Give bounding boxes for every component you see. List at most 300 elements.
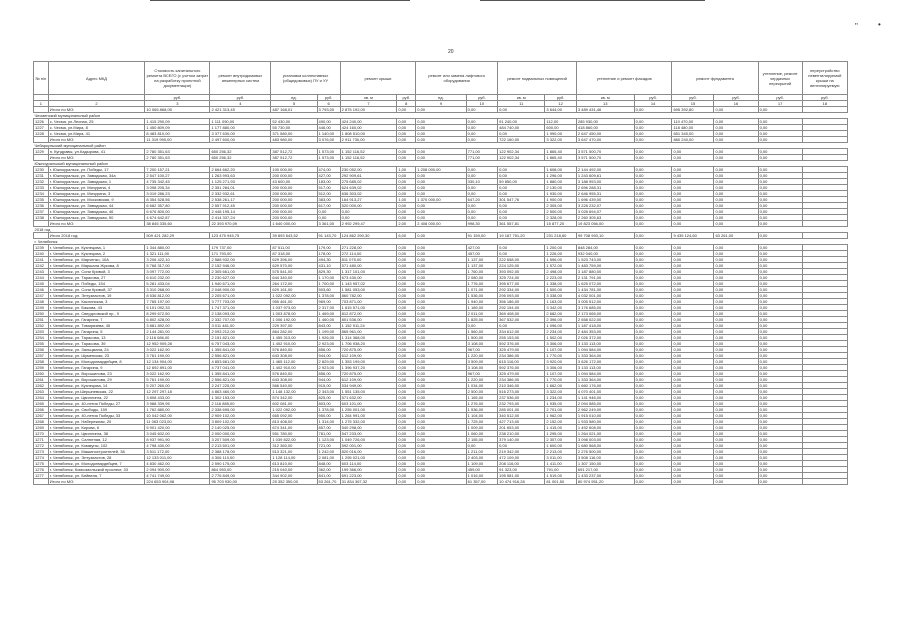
table-cell: 237 536,00 (498, 395, 545, 401)
table-cell: 0,00 (416, 305, 466, 311)
table-cell: 1 060,00 (466, 431, 498, 437)
table-cell: 0,00 (634, 287, 672, 293)
table-cell: 179,00 (317, 245, 340, 251)
table-cell: 2 140 025,00 (210, 425, 271, 431)
table-cell: 0,00 (466, 137, 498, 143)
table-cell: 1 776,00 (466, 281, 498, 287)
table-cell: 0,00 (714, 149, 758, 155)
table-cell: 2 701,00 (545, 407, 577, 413)
table-cell: 2 403,00 (466, 455, 498, 461)
table-cell: 721,00 (317, 443, 340, 449)
table-cell: 825,00 (317, 395, 340, 401)
table-cell: 1 317 101,00 (340, 269, 397, 275)
table-cell: 0,00 (672, 335, 714, 341)
table-cell: г. Челябинск, ул. Набережная, 20 (48, 419, 145, 425)
table-cell: 0,00 (714, 119, 758, 125)
table-cell: 0,00 (758, 107, 802, 113)
table-cell: 3 306,00 (545, 341, 577, 347)
table-cell: 1 700,00 (317, 281, 340, 287)
table-cell: 0,00 (634, 395, 672, 401)
table-cell: 2 081,00 (317, 455, 340, 461)
table-cell: 0,00 (634, 467, 672, 473)
table-cell: 0,00 (416, 125, 466, 131)
table-cell: 2 421 313,45 (210, 107, 271, 113)
table-cell: 292 334,00 (498, 287, 545, 293)
table-cell: 0,00 (416, 155, 466, 161)
table-cell: г. Челябинск, ул. Коммуны, 102 (48, 443, 145, 449)
table-cell: 9 (416, 101, 466, 107)
section-heading: Чесменский муниципальный район (34, 113, 848, 119)
table-cell: 1 596,00 (545, 257, 577, 263)
table-cell: 2 992 299,47 (340, 221, 397, 227)
table-cell: 0,00 (466, 443, 498, 449)
table-cell: 0,00 (758, 353, 802, 359)
table-cell: 1 333 364,00 (576, 353, 634, 359)
table-cell: 512,00 (317, 191, 340, 197)
table-cell: 1 492 608,00 (576, 425, 634, 431)
table-cell: 5 281 433,04 (145, 281, 210, 287)
table-cell: г. Южноуральск, ул. Заводская, 1 (48, 179, 145, 185)
table-cell: 0,00 (634, 269, 672, 275)
table-cell: 4 032 001,00 (576, 293, 634, 299)
table-cell: 8 483 810,00 (145, 131, 210, 137)
table-cell: 1272 (34, 443, 49, 449)
table-cell: 0,00 (397, 137, 416, 143)
table-cell: 0,00 (758, 395, 802, 401)
table-cell: 8 (397, 101, 416, 107)
table-cell: 3 808 433,00 (145, 395, 210, 401)
table-cell: 0,00 (758, 251, 802, 257)
table-cell: 1 137,00 (466, 257, 498, 263)
table-cell: 2 205 671,00 (210, 293, 271, 299)
table-cell: 1 071,00 (466, 287, 498, 293)
header-foundation: ремонт фундамента (672, 62, 758, 95)
header-number: № п/п (34, 62, 49, 95)
table-cell: 1 455 313,00 (271, 335, 317, 341)
table-cell: 2,00 (397, 221, 416, 227)
table-cell: 0,00 (714, 221, 758, 227)
table-cell: 0,00 (317, 209, 340, 215)
table-cell: 1 302 153,00 (210, 395, 271, 401)
table-cell: г. Южноуральск, ул. Заводская, 44 (48, 203, 145, 209)
table-cell: 1269 (34, 425, 49, 431)
table-cell: 0,00 (758, 131, 802, 137)
table-cell: 0,00 (714, 335, 758, 341)
table-cell: 0,00 (758, 245, 802, 251)
table-cell: 6 676 800,00 (145, 209, 210, 215)
table-cell: 1239 (34, 245, 49, 251)
table-cell: 0,00 (672, 263, 714, 269)
table-cell: 340 512,00 (498, 413, 545, 419)
table-cell: 771,00 (466, 149, 498, 155)
table-cell: 1 660 176,00 (576, 383, 634, 389)
table-cell: 0,00 (416, 173, 466, 179)
table-cell: 3 022 162,90 (145, 347, 210, 353)
table-cell: 200 000,00 (271, 197, 317, 203)
table-cell: руб. (634, 95, 672, 101)
table-cell: 0,00 (714, 107, 758, 113)
table-cell: 624 639,02 (340, 185, 397, 191)
table-cell: 490,00 (317, 119, 340, 125)
table-cell: 0,00 (672, 281, 714, 287)
table-cell: руб. (210, 95, 271, 101)
table-cell: 1 615 571,00 (340, 305, 397, 311)
table-cell: 636 303,02 (340, 191, 397, 197)
table-cell: 1 411,00 (545, 461, 577, 467)
table-cell: 5 207 260,00 (145, 383, 210, 389)
table-cell: 0,00 (758, 377, 802, 383)
table-cell: 0,00 (714, 389, 758, 395)
table-cell: 1 107,00 (545, 371, 577, 377)
table-cell: 1276 (34, 467, 49, 473)
table-cell: 1 006 192,00 (271, 317, 317, 323)
table-cell: 801 536,00 (340, 317, 397, 323)
table-cell: 2 408 000,00 (416, 221, 466, 227)
table-cell: 16 (714, 101, 758, 107)
table-cell: 516 273,00 (498, 389, 545, 395)
table-cell: г. Челябинск, ул. Молодогвардейцев, 7 (48, 461, 145, 467)
table-cell: 2 780 351,63 (145, 155, 210, 161)
table-cell: 0,00 (672, 215, 714, 221)
table-cell: 7 200 157,21 (145, 167, 210, 173)
table-cell: 1251 (34, 317, 49, 323)
table-cell: 2 664 662,20 (210, 167, 271, 173)
table-cell: 3 133 113,00 (576, 365, 634, 371)
table-cell: 2 094 585,00 (576, 401, 634, 407)
table-cell: 0,00 (714, 365, 758, 371)
table-cell: 0,00 (714, 407, 758, 413)
corner-mark-quote: " (855, 22, 858, 31)
table-cell: 424 160,00 (340, 125, 397, 131)
table-cell: 674 341,00 (271, 425, 317, 431)
table-cell: 0,00 (397, 443, 416, 449)
table-cell: 285 930,00 (576, 119, 634, 125)
table-cell: 0,00 (714, 371, 758, 377)
table-cell: 0,00 (672, 245, 714, 251)
table-cell: г. Южноуральск, ул. Заводская, 50 (48, 215, 145, 221)
table-cell: 0,00 (714, 251, 758, 257)
table-cell: 2 230 627,00 (210, 275, 271, 281)
table-cell: 0,00 (466, 323, 498, 329)
table-cell: 0,00 (397, 323, 416, 329)
table-cell: 1 825,00 (466, 317, 498, 323)
table-cell: 0,00 (416, 479, 466, 485)
table-cell: 0,00 (416, 293, 466, 299)
table-cell: 1 199,00 (317, 329, 340, 335)
table-cell: 3 338,00 (545, 293, 577, 299)
table-cell: 998,30 (466, 221, 498, 227)
table-cell: 1 314 368,00 (340, 335, 397, 341)
table-cell: 503,60 (317, 287, 340, 293)
table-cell: 0,00 (758, 137, 802, 143)
table-cell: 2 305 661,00 (210, 269, 271, 275)
table-cell: 200 000,00 (271, 203, 317, 209)
table-cell: 0,00 (634, 281, 672, 287)
table-cell: 0,00 (416, 251, 466, 257)
table-cell: 540 298,00 (340, 425, 397, 431)
table-cell: 0,00 (672, 353, 714, 359)
section-heading: г. Челябинск (34, 239, 848, 245)
table-cell: 650 256,32 (210, 149, 271, 155)
section-heading: Чебаркульский муниципальный район (34, 143, 848, 149)
table-cell: 3 310 268,00 (145, 287, 210, 293)
table-cell: 1 560,00 (466, 329, 498, 335)
table-cell: 0,00 (634, 149, 672, 155)
table-cell: 4 737 041,00 (210, 365, 271, 371)
table-cell: 2 396,00 (545, 317, 577, 323)
table-cell: 0,00 (416, 443, 466, 449)
table-cell: 1 123,00 (317, 437, 340, 443)
table-cell: 0,00 (634, 359, 672, 365)
table-cell: 0,00 (758, 311, 802, 317)
table-cell: с. Чесма, ул.Мира, 8 (48, 125, 145, 131)
table-cell: 6 682 357,80 (145, 203, 210, 209)
table-cell: 0,00 (672, 437, 714, 443)
table-cell: 178,00 (317, 251, 340, 257)
table-cell: 0,00 (634, 347, 672, 353)
table-cell: 2 131 791,00 (576, 275, 634, 281)
table-cell: 0,00 (672, 317, 714, 323)
table-cell: 4 853 661,00 (210, 359, 271, 365)
table-cell: г. Челябинск, ул. Цвиллинга, 22 (48, 395, 145, 401)
table-cell: 0,00 (634, 263, 672, 269)
table-cell: 1 706 938,20 (340, 341, 397, 347)
table-cell: 0,00 (634, 389, 672, 395)
table-cell: 0,00 (714, 455, 758, 461)
table-cell: 650 256,32 (210, 155, 271, 161)
table-cell: 2 247 225,00 (210, 383, 271, 389)
table-cell: 3 028 694,07 (576, 209, 634, 215)
table-cell: 1 104,00 (466, 413, 498, 419)
table-cell: 0,00 (714, 473, 758, 479)
table-cell: 0,00 (758, 473, 802, 479)
table-cell: 1 608,00 (545, 167, 577, 173)
table-cell: 19 187 751,20 (498, 233, 545, 239)
table-cell: 0,00 (758, 389, 802, 395)
table-cell: 1 338,00 (545, 281, 577, 287)
table-cell: 22 393 970,09 (210, 221, 271, 227)
table-cell: 2 538 261,17 (210, 197, 271, 203)
table-cell: 1274 (34, 455, 49, 461)
table-cell: 208 116,00 (498, 461, 545, 467)
table-cell: 1 469,00 (317, 311, 340, 317)
table-cell: 0,00 (672, 191, 714, 197)
table-cell: 0,00 (416, 473, 466, 479)
table-cell: г. Челябинск, Комсомольский проспект, 33 (48, 467, 145, 473)
table-cell: 0,00 (714, 215, 758, 221)
table-cell: 371 580,00 (271, 131, 317, 137)
table-cell: 2 223,00 (545, 275, 577, 281)
table-cell: г. Южноуральск, ул. Московская, 9 (48, 197, 145, 203)
table-cell: 292 909,61 (340, 173, 397, 179)
table-cell: 87 511,00 (271, 245, 317, 251)
table-cell: 0,00 (758, 455, 802, 461)
table-cell: 1 355 841,00 (210, 347, 271, 353)
table-cell: 864 953,00 (210, 467, 271, 473)
table-cell: 651 340,00 (672, 131, 714, 137)
table-cell: 0,00 (397, 419, 416, 425)
table-cell: 1250 (34, 311, 49, 317)
table-cell: 0,00 (397, 263, 416, 269)
table-cell: 0,00 (672, 473, 714, 479)
table-cell: 0,00 (672, 479, 714, 485)
table-cell: 0,00 (397, 119, 416, 125)
table-cell: 2 116 086,00 (145, 335, 210, 341)
table-cell: 0,00 (634, 131, 672, 137)
table-cell: 812 872,00 (340, 311, 397, 317)
table-cell: 179 737,00 (210, 245, 271, 251)
table-cell: 3 076,00 (317, 137, 340, 143)
table-cell: 1240 (34, 251, 49, 257)
table-cell: 4 674 642,87 (145, 215, 210, 221)
table-cell: 0,00 (714, 329, 758, 335)
table-cell: 0,00 (634, 455, 672, 461)
table-cell: 200 000,00 (271, 173, 317, 179)
table-cell: 91 240,00 (498, 119, 545, 125)
table-cell: 3 322,00 (545, 389, 577, 395)
table-cell: г. Челябинск, ул. Победы, 154 (48, 281, 145, 287)
table-cell: 0,00 (672, 419, 714, 425)
table-cell: 8 536 812,00 (145, 293, 210, 299)
table-cell: 2 556 821,00 (210, 353, 271, 359)
table-cell: 0,00 (672, 203, 714, 209)
table-cell: 0,00 (634, 233, 672, 239)
table-cell: 1249 (34, 305, 49, 311)
table-cell: 0,00 (758, 269, 802, 275)
table-cell: 0,00 (397, 455, 416, 461)
table-cell: 215 040,00 (271, 467, 317, 473)
table-cell: 2 144 281,00 (145, 329, 210, 335)
table-cell: 100 000,00 (271, 167, 317, 173)
table-cell: 0,00 (397, 449, 416, 455)
table-cell: 843,00 (317, 323, 340, 329)
table-cell: 230 052,00 (340, 167, 397, 173)
table-cell: 0,00 (714, 311, 758, 317)
table-cell: 0,00 (714, 257, 758, 263)
table-cell: 0,00 (498, 107, 545, 113)
table-cell: 0,00 (634, 299, 672, 305)
table-cell: 811 075,00 (340, 257, 397, 263)
table-cell: 0,00 (758, 233, 802, 239)
table-cell: 393 092,00 (498, 269, 545, 275)
table-cell: 43 600,00 (271, 179, 317, 185)
table-cell: 1 022 092,00 (271, 293, 317, 299)
table-cell: 629 570,00 (271, 263, 317, 269)
total-row (34, 479, 848, 485)
table-cell: 1 187 418,00 (576, 323, 634, 329)
table-cell: 0,00 (634, 323, 672, 329)
table-cell: 691 217,00 (576, 467, 634, 473)
table-cell: 0,00 (758, 461, 802, 467)
table-cell: 0,00 (714, 137, 758, 143)
table-cell: 0,00 (397, 437, 416, 443)
table-cell: 2 484 353,00 (576, 329, 634, 335)
table-cell: 0,00 (466, 173, 498, 179)
table-cell: 534 949,00 (340, 383, 397, 389)
table-cell: 99 708 993,10 (576, 233, 634, 239)
table-cell: 551 780,00 (271, 431, 317, 437)
table-cell: 0,00 (466, 167, 498, 173)
table-cell: 2 962 249,00 (576, 407, 634, 413)
table-cell: 5 761 190,00 (145, 377, 210, 383)
table-cell: 459,00 (466, 467, 498, 473)
table-cell: 0,00 (416, 455, 466, 461)
table-cell: 0,00 (634, 317, 672, 323)
table-cell: 2 388 178,00 (210, 449, 271, 455)
table-cell: 1275 (34, 461, 49, 467)
table-cell: 31 834 367,32 (340, 479, 397, 485)
table-cell: 1231 (34, 173, 49, 179)
table-cell: 14 (634, 101, 672, 107)
table-cell: 1 296,00 (545, 173, 577, 179)
table-cell: 0,00 (672, 461, 714, 467)
table-cell: 520 000,00 (340, 203, 397, 209)
table-cell: 0,00 (397, 467, 416, 473)
table-cell: 612 109,00 (340, 353, 397, 359)
table-cell: 509 421 282,29 (145, 233, 210, 239)
table-cell: 1 152 911,24 (340, 323, 397, 329)
table-cell: 1 355 841,00 (210, 371, 271, 377)
table-cell: 3 793,00 (317, 107, 340, 113)
table-cell: 0,00 (758, 275, 802, 281)
table-cell: г. Челябинск, ул. Свердловский пр., 9 (48, 311, 145, 317)
table-cell: 0,00 (416, 269, 466, 275)
table-cell: 3 011,00 (545, 455, 577, 461)
table-cell: 2 305,00 (545, 203, 577, 209)
table-cell: 0,00 (672, 341, 714, 347)
table-cell: 427,00 (466, 245, 498, 251)
table-cell: 4 735 342,45 (145, 179, 210, 185)
table-cell: 0,00 (466, 185, 498, 191)
table-cell: 1 483 759,00 (576, 263, 634, 269)
table-cell: 1 519,00 (545, 473, 577, 479)
table-cell: 0,00 (466, 203, 498, 209)
table-cell: 3 108,00 (466, 341, 498, 347)
table-cell: 0,00 (416, 275, 466, 281)
table-cell: 0,00 (634, 125, 672, 131)
table-cell: 95 703 930,00 (210, 479, 271, 485)
table-cell: 201 653,00 (498, 425, 545, 431)
table-cell: 1 170,00 (317, 275, 340, 281)
table-cell: 295 093,00 (498, 293, 545, 299)
table-cell: 2 011,00 (466, 311, 498, 317)
table-cell: 59 850,00 (498, 179, 545, 185)
table-cell: 3 133 113,00 (576, 341, 634, 347)
table-cell: 0,00 (416, 449, 466, 455)
table-cell: 0,00 (634, 173, 672, 179)
table-cell: 0,00 (714, 413, 758, 419)
table-cell: 494,30 (317, 257, 340, 263)
table-cell: 0,00 (672, 179, 714, 185)
table-cell: 0,00 (397, 287, 416, 293)
table-cell: 0,00 (672, 347, 714, 353)
table-cell: 1 940,00 (466, 299, 498, 305)
table-cell: 2 080,00 (466, 275, 498, 281)
table-cell: 0,00 (758, 407, 802, 413)
table-cell: 1 625 072,00 (576, 281, 634, 287)
table-cell: 87 318,00 (271, 251, 317, 257)
table-cell: 0,00 (714, 179, 758, 185)
table-cell: 18 (802, 101, 847, 107)
table-cell: 720 875,00 (340, 371, 397, 377)
table-cell: 3 005 512,00 (576, 299, 634, 305)
table-cell: 0,00 (714, 419, 758, 425)
table-cell: 1 344 880,00 (145, 245, 210, 251)
table-cell: 2 338 695,00 (210, 407, 271, 413)
table-cell: г. Челябинск, ул. Сони Кривой, 37 (48, 287, 145, 293)
table-cell: 0,00 (416, 437, 466, 443)
table-cell: 1 314,00 (317, 419, 340, 425)
